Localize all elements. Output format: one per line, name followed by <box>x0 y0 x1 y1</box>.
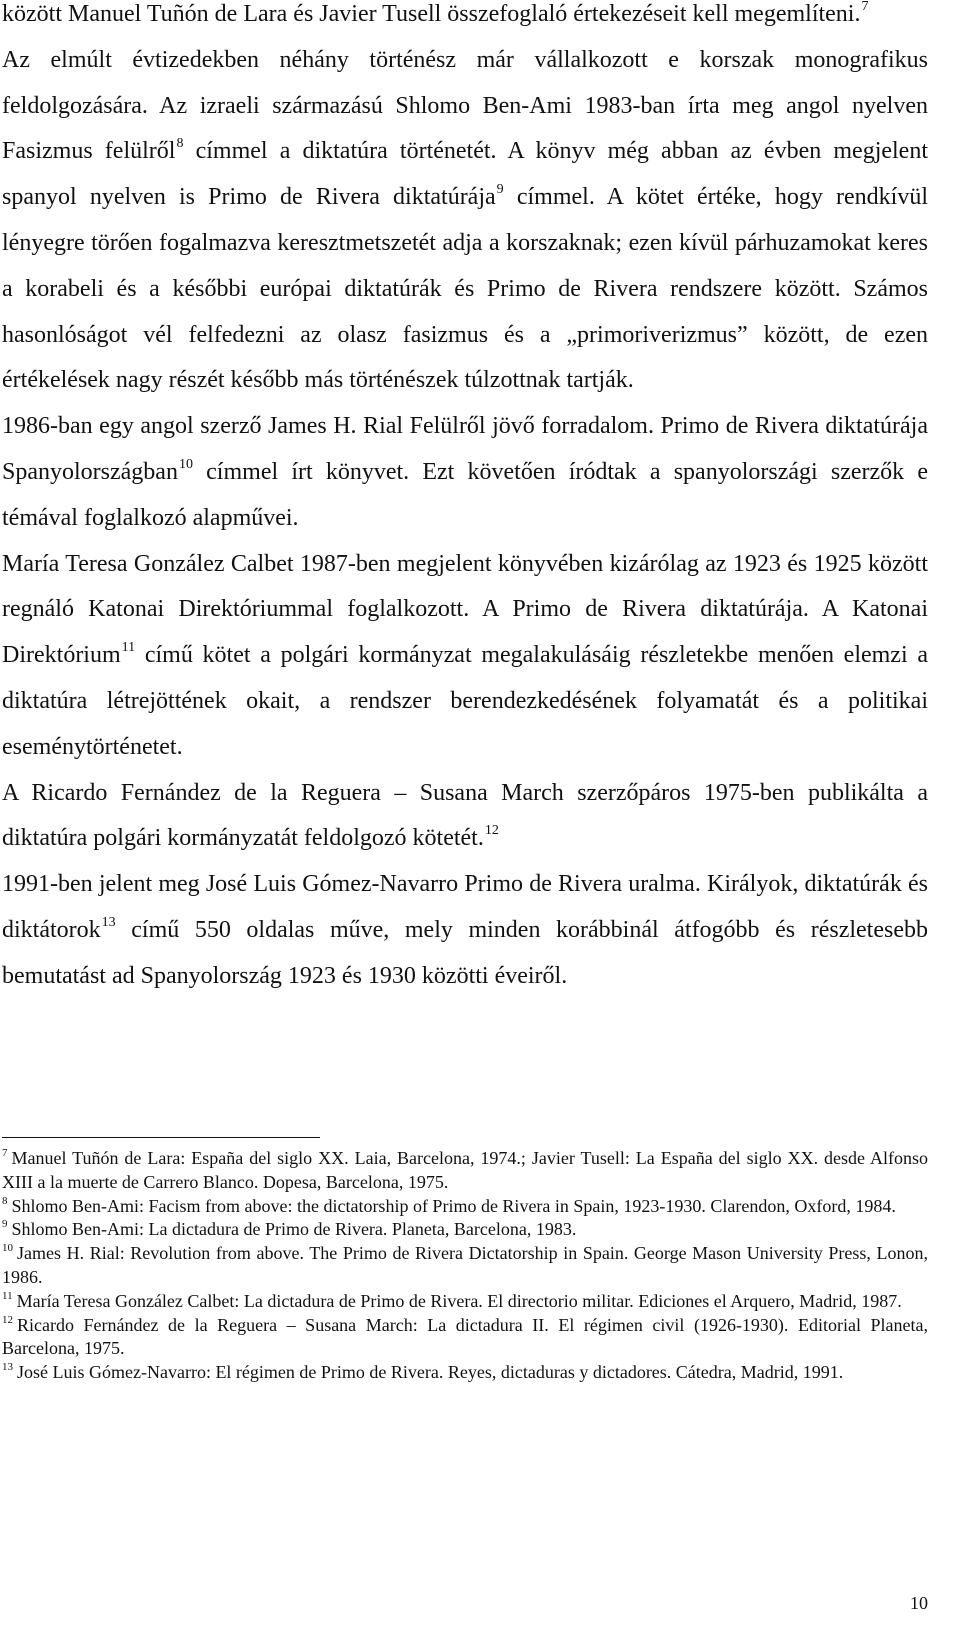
paragraph-text: között Manuel Tuñón de Lara és Javier Tusell összefoglaló értekezéseit kell megemlíteni. <box>2 1 861 27</box>
footnote-number: 7 <box>2 1147 8 1159</box>
paragraph-text: A Ricardo Fernández de la Reguera – Susana March szerzőpáros 1975-ben publikálta a diktatúra polgári kormányzatát feldolgozó kötetét. <box>2 779 928 852</box>
footnote-text: Shlomo Ben-Ami: La dictadura de Primo de Rivera. Planeta, Barcelona, 1983. <box>11 1219 577 1240</box>
footnote-text: Manuel Tuñón de Lara: España del siglo XX. Laia, Barcelona, 1974.; Javier Tusell: La España del siglo XX. desde Alfonso XIII a la muerte de Carrero Blanco. Dopesa, Barcelona, 1975. <box>2 1148 928 1192</box>
footnote-separator <box>2 1137 320 1138</box>
footnote-number: 9 <box>2 1218 8 1231</box>
footnote-number: 12 <box>2 1313 13 1326</box>
footnote <box>2 1361 928 1385</box>
body-text <box>2 0 928 1000</box>
paragraph-text: 1991-ben jelent meg José Luis Gómez-Navarro Primo de Rivera uralma. Királyok, diktatúrák és diktátorok <box>2 871 928 943</box>
body-paragraph <box>2 862 928 999</box>
footnote-reference: 13 <box>101 914 116 930</box>
footnote-text: María Teresa González Calbet: La dictadura de Primo de Rivera. El directorio militar. Ediciones el Arquero, Madrid, 1987. <box>16 1290 902 1311</box>
paragraph-text: címmel. A kötet értéke, hogy rendkívül lényegre törően fogalmazva keresztmetszetét adja a korszaknak; ezen kívül párhuzamokat keres a korabeli és a későbbi európai diktatúrák és Primo de Rivera rendszere között. Számos hasonlóságot vél felfedezni az olasz fasizmus és a „primoriverizmus” között, de ezen értékelések nagy részét később más történészek túlzottnak tartják. <box>2 184 928 394</box>
footnote-reference: 12 <box>484 823 499 839</box>
body-paragraph <box>2 542 928 771</box>
footnote-text: José Luis Gómez-Navarro: El régimen de Primo de Rivera. Reyes, dictaduras y dictadores. Cátedra, Madrid, 1991. <box>17 1362 844 1383</box>
footnotes <box>2 1147 928 1385</box>
footnote <box>2 1242 928 1290</box>
footnote-text: Shlomo Ben-Ami: Facism from above: the dictatorship of Primo de Rivera in Spain, 1923-1930. Clarendon, Oxford, 1984. <box>11 1195 896 1216</box>
paragraph-text: című 550 oldalas műve, mely minden korábbinál átfogóbb és részletesebb bemutatást ad Spanyolország 1923 és 1930 közötti éveiről. <box>2 916 928 989</box>
footnote-reference: 10 <box>178 456 193 472</box>
paragraph-text: című kötet a polgári kormányzat megalakulásáig részletekbe menően elemzi a diktatúra létrejöttének okait, a rendszer berendezkedésének folyamatát és a politikai eseménytörténetet. <box>2 642 928 760</box>
body-paragraph <box>2 38 928 404</box>
footnote-text: Ricardo Fernández de la Reguera – Susana March: La dictadura II. El régimen civil (1926-1930). Editorial Planeta, Barcelona, 1975. <box>2 1314 928 1359</box>
footnote <box>2 1147 928 1195</box>
footnote-reference: 8 <box>176 136 184 152</box>
page-number: 10 <box>910 1593 928 1613</box>
footnote-reference: 11 <box>121 640 136 656</box>
paragraph-text: María Teresa González Calbet 1987-ben megjelent könyvében kizárólag az 1923 és 1925 között regnáló Katonai Direktóriummal foglalkozott. A Primo de Rivera diktatúrája. A Katonai Direktórium <box>2 550 928 669</box>
footnote-text: James H. Rial: Revolution from above. The Primo de Rivera Dictatorship in Spain. George Mason University Press, Lonon, 1986. <box>2 1243 928 1287</box>
footnote-number: 11 <box>2 1289 13 1302</box>
body-paragraph <box>2 771 928 863</box>
body-paragraph <box>2 404 928 541</box>
footnote-reference: 7 <box>861 0 869 14</box>
footnote-number: 13 <box>2 1361 13 1374</box>
footnote-number: 8 <box>2 1194 8 1207</box>
paragraph-text: címmel írt könyvet. Ezt követően íródtak a spanyolországi szerzők e témával foglalkozó alapművei. <box>2 458 928 531</box>
paragraph-text: Az elmúlt évtizedekben néhány történész már vállalkozott e korszak monografikus feldolgozására. Az izraeli származású Shlomo Ben-Ami 1983-ban írta meg angol nyelven Fasizmus felülről <box>2 46 928 165</box>
footnote-number: 10 <box>2 1242 13 1255</box>
footnote <box>2 1218 928 1242</box>
paragraph-text: címmel a diktatúra történetét. A könyv még abban az évben megjelent spanyol nyelven is Primo de Rivera diktatúrája <box>2 138 928 211</box>
footnote <box>2 1314 928 1362</box>
footnote <box>2 1195 928 1219</box>
footnote-reference: 9 <box>496 182 504 198</box>
footnote <box>2 1290 928 1314</box>
body-paragraph <box>2 0 928 38</box>
paragraph-text: 1986-ban egy angol szerző James H. Rial Felülről jövő forradalom. Primo de Rivera diktatúrája Spanyolországban <box>2 413 928 485</box>
